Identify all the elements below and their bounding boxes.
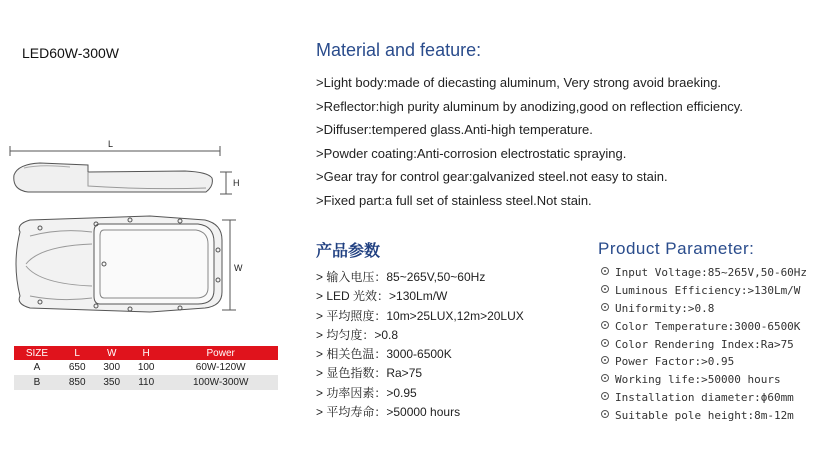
list-item: [601, 264, 807, 282]
list-item: >Powder coating:Anti-corrosion electrostatic spraying.: [316, 145, 627, 161]
bullet-circle-icon: [601, 285, 609, 293]
list-item-text: Working life:>50000 hours: [615, 373, 781, 387]
cell-size: A: [14, 360, 60, 375]
list-item: [601, 300, 807, 318]
table-row: [14, 360, 278, 375]
list-item-text: Luminous Efficiency:>130Lm/W: [615, 283, 801, 297]
table-row: [14, 375, 278, 390]
bullet-circle-icon: [601, 410, 609, 418]
material-feature-title: Material and feature:: [316, 40, 482, 60]
product-parameter-title: Product Parameter:: [598, 239, 755, 258]
spec-table: [14, 346, 278, 390]
cell-power: 60W-120W: [163, 360, 278, 375]
bullet-circle-icon: [601, 356, 609, 364]
bullet-circle-icon: [601, 321, 609, 329]
list-item: > 平均照度：10m>25LUX,12m>20LUX: [316, 308, 524, 323]
cn-params-title: 产品参数: [316, 243, 381, 260]
cell-l: 650: [60, 360, 94, 375]
dimension-label-h: H: [233, 178, 240, 188]
list-item-text: Installation diameter:ϕ60mm: [615, 391, 794, 405]
dimension-label-l: L: [108, 139, 114, 149]
list-item: >Fixed part:a full set of stainless steel.Not stain.: [316, 192, 592, 208]
list-item: > 输入电压：85~265V,50~60Hz: [316, 270, 486, 284]
header-l: L: [60, 346, 94, 360]
header-w: W: [94, 346, 128, 360]
cell-power: 100W-300W: [163, 375, 278, 390]
list-item: >Light body:made of diecasting aluminum, Very strong avoid braeking.: [316, 75, 722, 90]
cell-h: 100: [129, 360, 163, 375]
list-item: > 平均寿命：>50000 hours: [316, 405, 461, 420]
list-item-text: Color Rendering Index:Ra>75: [615, 337, 794, 351]
list-item: [601, 389, 807, 407]
list-item: >Reflector:high purity aluminum by anodizing,good on reflection efficiency.: [316, 98, 743, 114]
list-item-text: Power Factor:>0.95: [615, 355, 735, 369]
top-view: [16, 216, 236, 312]
side-view: [10, 146, 232, 194]
bullet-circle-icon: [601, 267, 609, 275]
cell-l: 850: [60, 375, 94, 390]
list-item-text: Suitable pole height:8m-12m: [615, 409, 794, 423]
cell-h: 110: [129, 375, 163, 390]
bullet-circle-icon: [601, 303, 609, 311]
cell-w: 350: [94, 375, 128, 390]
list-item: [601, 371, 807, 389]
list-item: > 均匀度：>0.8: [316, 327, 399, 342]
bullet-circle-icon: [601, 374, 609, 382]
bullet-circle-icon: [601, 339, 609, 347]
list-item-text: Uniformity:>0.8: [615, 301, 715, 315]
list-item: > 相关色温：3000-6500K: [316, 347, 452, 362]
list-item: > 功率因素：>0.95: [316, 385, 417, 400]
list-item-text: Input Voltage:85~265V,50-60Hz: [615, 266, 808, 279]
list-item: [601, 336, 807, 354]
model-title: LED60W-300W: [22, 45, 120, 61]
bullet-circle-icon: [601, 392, 609, 400]
list-item: > 显色指数：Ra>75: [316, 366, 423, 381]
cell-w: 300: [94, 360, 128, 375]
header-size: SIZE: [14, 346, 60, 360]
list-item: [601, 318, 807, 336]
material-feature-list: [316, 71, 743, 213]
list-item: [601, 282, 807, 300]
list-item-text: Color Temperature:3000-6500K: [615, 319, 801, 333]
header-power: Power: [163, 346, 278, 360]
spec-table-header: [14, 346, 278, 360]
cn-params-list: [316, 268, 524, 422]
dimension-label-w: W: [234, 263, 243, 273]
cell-size: B: [14, 375, 60, 390]
header-h: H: [129, 346, 163, 360]
product-parameter-list: [601, 264, 807, 425]
list-item: >Gear tray for control gear:galvanized steel.not easy to stain.: [316, 169, 668, 185]
street-light-drawing: [0, 120, 300, 320]
list-item: > LED 光效：>130Lm/W: [316, 289, 448, 304]
list-item: [601, 353, 807, 371]
list-item: >Diffuser:tempered glass.Anti-high temperature.: [316, 122, 593, 138]
list-item: [601, 407, 807, 425]
